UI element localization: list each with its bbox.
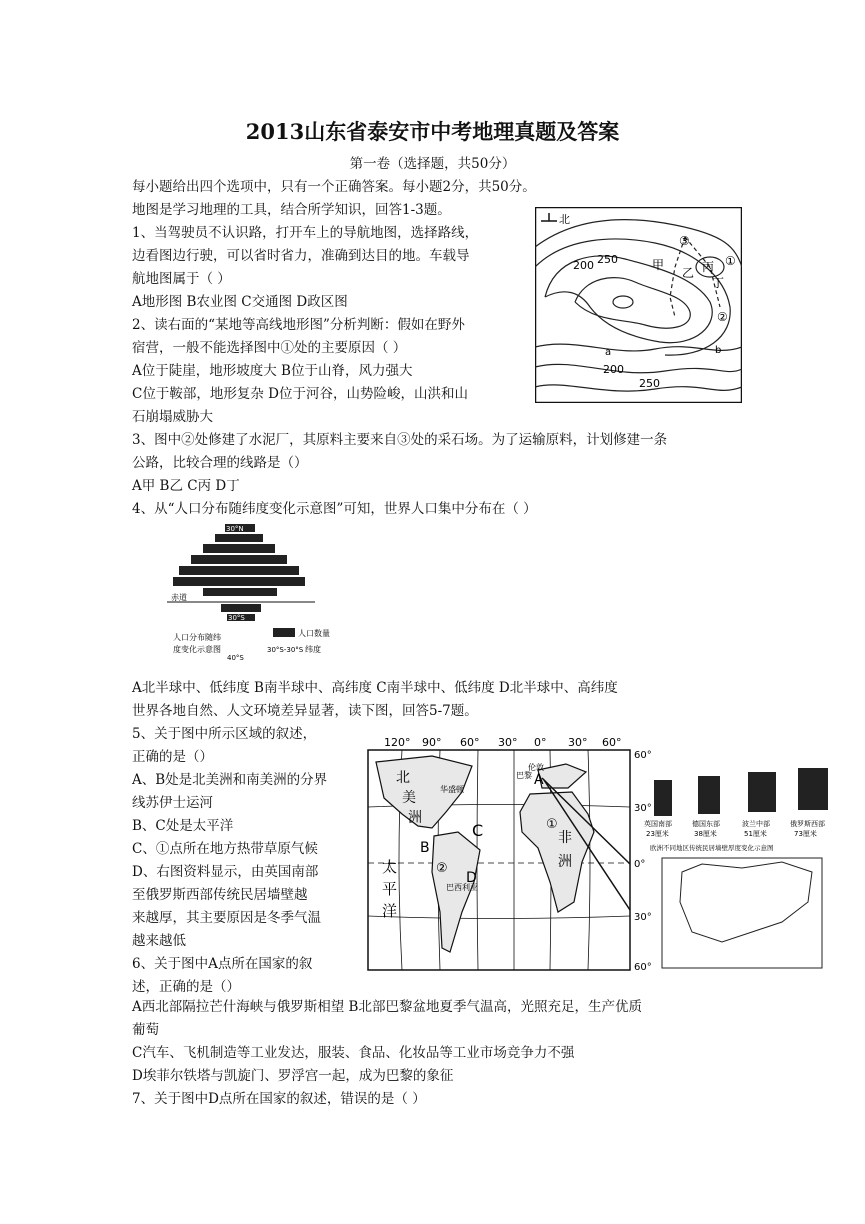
lon-label-30w: 30° bbox=[498, 736, 518, 749]
equator-label: 赤道 bbox=[171, 593, 187, 602]
lat-30n-label: 30°N bbox=[226, 525, 244, 533]
point-2-label: ② bbox=[717, 310, 728, 324]
legend-lat-label: 纬度 bbox=[305, 645, 321, 654]
q5-option-d2: 至俄罗斯西部传统民居墙壁越 bbox=[132, 887, 308, 903]
legend-qty-label: 人口数量 bbox=[298, 629, 330, 638]
q6-option-c: C汽车、飞机制造等工业发达，服装、食品、化妆品等工业市场竞争力不强 bbox=[132, 1045, 575, 1061]
q6-line2: 述，正确的是（） bbox=[132, 979, 240, 995]
washington-label: 华盛顿 bbox=[440, 785, 464, 794]
lat-label-30n: 30° bbox=[634, 803, 652, 814]
q2-line1: 2、读右面的“某地等高线地形图”分析判断：假如在野外 bbox=[132, 317, 465, 333]
q6-option-a-cont: 葡萄 bbox=[132, 1022, 159, 1038]
point-a-label: A bbox=[534, 772, 544, 788]
wall-3-name: 波兰中部 bbox=[742, 820, 770, 828]
route-yi-label: 乙 bbox=[682, 266, 695, 280]
contour-label-250: 250 bbox=[597, 253, 618, 266]
contour-label-200: 200 bbox=[573, 259, 594, 272]
q5-option-d4: 越来越低 bbox=[132, 933, 186, 949]
q6-line1: 6、关于图中A点所在国家的叙 bbox=[132, 956, 313, 972]
lon-label-0: 0° bbox=[534, 736, 547, 749]
group2-intro: 世界各地自然、人文环境差异显著，读下图，回答5-7题。 bbox=[132, 703, 478, 719]
lat-label-60n: 60° bbox=[634, 750, 652, 761]
q3-line1: 3、图中②处修建了水泥厂，其原料主要来自③处的采石场。为了运输原料，计划修建一条 bbox=[132, 432, 668, 448]
q6-option-d: D埃菲尔铁塔与凯旋门、罗浮宫一起，成为巴黎的象征 bbox=[132, 1068, 454, 1084]
north-label: 北 bbox=[559, 213, 570, 226]
q5-option-d3: 来越厚，其主要原因是冬季气温 bbox=[132, 910, 321, 926]
q5-line1: 5、关于图中所示区域的叙述， bbox=[132, 726, 317, 742]
point-c-label: C bbox=[472, 821, 484, 840]
q2-line4: C位于鞍部，地形复杂 D位于河谷，山势险峻，山洪和山 bbox=[132, 386, 468, 402]
q6-option-a: A西北部隔拉芒什海峡与俄罗斯相望 B北部巴黎盆地夏季气温高，光照充足，生产优质 bbox=[132, 999, 642, 1015]
q2-line3: A位于陡崖，地形坡度大 B位于山脊，风力强大 bbox=[132, 363, 413, 379]
wall-1-name: 英国南部 bbox=[644, 820, 672, 828]
region-zhou-label: 洲 bbox=[408, 810, 422, 826]
point-d-label: D bbox=[466, 870, 477, 886]
group1-intro: 地图是学习地理的工具，结合所学知识，回答1-3题。 bbox=[132, 202, 451, 218]
q7-line1: 7、关于图中D点所在国家的叙述，错误的是（ ） bbox=[132, 1091, 426, 1107]
africa-1-label: 非 bbox=[558, 830, 572, 846]
q5-option-a1: A、B处是北美洲和南美洲的分界 bbox=[132, 772, 328, 788]
pacific-1-label: 太 bbox=[382, 858, 398, 876]
lat-40s-label: 40°S bbox=[227, 654, 244, 662]
q5-option-d1: D、右图资料显示，由英国南部 bbox=[132, 864, 319, 880]
route-jia-label: 甲 bbox=[652, 258, 665, 272]
contour-map bbox=[535, 207, 742, 403]
wall-chart-caption: 欧洲不同地区传统民居墙壁厚度变化示意图 bbox=[650, 844, 774, 852]
q5-line2: 正确的是（） bbox=[132, 749, 213, 765]
wall-3-thickness: 51厘米 bbox=[744, 830, 767, 838]
lon-label-60w: 60° bbox=[460, 736, 480, 749]
route-ding-label: 丁 bbox=[712, 276, 725, 290]
contour-label-200-south: 200 bbox=[603, 363, 624, 376]
lon-label-60e: 60° bbox=[602, 736, 622, 749]
q5-option-a2: 线苏伊士运河 bbox=[132, 795, 213, 811]
lon-label-30e: 30° bbox=[568, 736, 588, 749]
wall-4-thickness: 73厘米 bbox=[794, 830, 817, 838]
q4-line1: 4、从“人口分布随纬度变化示意图”可知，世界人口集中分布在（ ） bbox=[132, 501, 537, 517]
lat-label-0: 0° bbox=[634, 859, 646, 870]
q2-line2: 宿营，一般不能选择图中①处的主要原因（ ） bbox=[132, 340, 407, 356]
point-3-label: ③ bbox=[679, 234, 690, 248]
legend-swatch bbox=[273, 628, 295, 637]
point-b-label: b bbox=[715, 345, 722, 356]
lon-label-90w: 90° bbox=[422, 736, 442, 749]
wall-4-name: 俄罗斯西部 bbox=[790, 820, 825, 828]
exam-title: 2013山东省泰安市中考地理真题及答案 bbox=[245, 119, 620, 144]
wall-2-name: 德国东部 bbox=[692, 820, 720, 828]
africa-2-label: 洲 bbox=[558, 854, 572, 870]
q4-options: A北半球中、低纬度 B南半球中、高纬度 C南半球中、低纬度 D北半球中、高纬度 bbox=[132, 680, 618, 696]
point-1-label: ① bbox=[546, 817, 558, 832]
q5-option-b: B、C处是太平洋 bbox=[132, 818, 234, 834]
lat-label-60s: 60° bbox=[634, 962, 652, 973]
pacific-2-label: 平 bbox=[382, 880, 398, 898]
lat-30s-label: 30°S bbox=[228, 614, 245, 622]
point-b-label: B bbox=[420, 840, 430, 856]
lat-label-30s: 30° bbox=[634, 912, 652, 923]
route-bing-label: 丙 bbox=[702, 260, 715, 274]
chart-caption-1: 人口分布随纬 bbox=[173, 633, 221, 642]
point-1-label: ① bbox=[725, 254, 736, 268]
world-map-figure bbox=[362, 732, 832, 976]
brasilia-label: 巴西利亚 bbox=[446, 883, 478, 892]
europe-inset-map bbox=[680, 862, 812, 942]
contour-label-250-south: 250 bbox=[639, 377, 660, 390]
q3-line2: 公路，比较合理的线路是（） bbox=[132, 455, 308, 471]
legend-lat-range: 30°S-30°S bbox=[267, 646, 304, 654]
q2-line5: 石崩塌威胁大 bbox=[132, 409, 213, 425]
pacific-3-label: 洋 bbox=[382, 902, 398, 920]
london-label: 伦敦 bbox=[528, 763, 544, 772]
population-chart bbox=[165, 522, 345, 668]
wall-1-thickness: 23厘米 bbox=[646, 830, 669, 838]
wall-thickness-chart bbox=[644, 768, 828, 968]
q3-options: A甲 B乙 C丙 D丁 bbox=[132, 478, 240, 494]
q1-line3: 航地图属于（ ） bbox=[132, 271, 231, 287]
region-north-label: 北 bbox=[396, 770, 410, 786]
point-a-label: a bbox=[605, 347, 612, 358]
paris-label: 巴黎 bbox=[516, 771, 532, 780]
q5-option-c: C、①点所在地方热带草原气候 bbox=[132, 841, 318, 857]
q1-line2: 边看图边行驶，可以省时省力，准确到达目的地。车载导 bbox=[132, 248, 470, 264]
q1-options: A地形图 B农业图 C交通图 D政区图 bbox=[132, 294, 348, 310]
section-heading: 第一卷（选择题，共50分） bbox=[349, 156, 516, 172]
lon-label-120w: 120° bbox=[384, 736, 411, 749]
point-2-label: ② bbox=[436, 861, 448, 876]
q1-line1: 1、当驾驶员不认识路，打开车上的导航地图，选择路线， bbox=[132, 225, 479, 241]
instructions: 每小题给出四个选项中，只有一个正确答案。每小题2分，共50分。 bbox=[132, 179, 536, 195]
chart-caption-2: 度变化示意图 bbox=[173, 645, 221, 654]
region-america-label: 美 bbox=[402, 790, 416, 806]
wall-2-thickness: 38厘米 bbox=[694, 830, 717, 838]
